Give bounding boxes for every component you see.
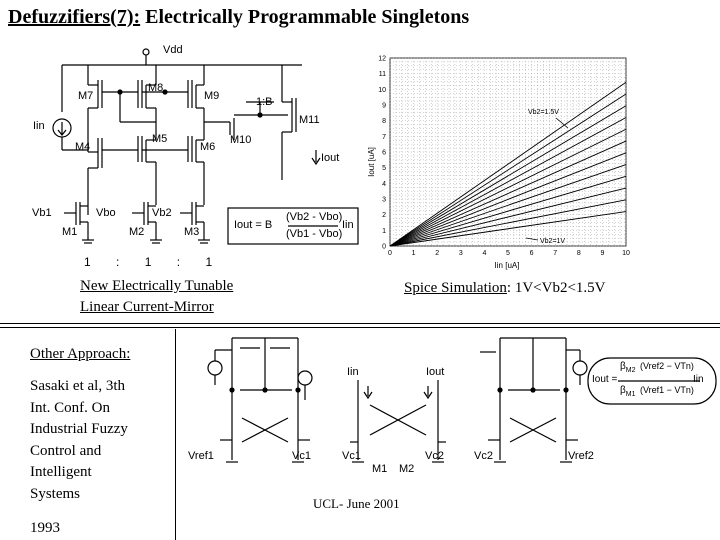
reference-line-4: Control and bbox=[30, 442, 102, 459]
label-ratio: 1:B bbox=[256, 96, 273, 108]
y-tick-label: 3 bbox=[382, 196, 386, 204]
label-m4: M4 bbox=[75, 141, 91, 153]
formula-lhs: Iout = B bbox=[234, 219, 273, 231]
x-tick-label: 0 bbox=[388, 250, 392, 257]
y-tick-label: 1 bbox=[382, 227, 386, 235]
formula-numerator: (Vb2 - Vbo) bbox=[286, 211, 343, 223]
reference-line-2: Int. Conf. On bbox=[30, 399, 110, 416]
other-approach-heading bbox=[30, 344, 130, 366]
label-vb2: Vb2 bbox=[152, 207, 172, 219]
label-m2: M2 bbox=[129, 226, 145, 238]
x-tick-label: 8 bbox=[576, 250, 581, 257]
label2-vref2: Vref2 bbox=[568, 450, 594, 462]
formula-denominator: (Vb1 - Vbo) bbox=[286, 228, 343, 240]
chart-grid bbox=[390, 58, 626, 246]
ratio-1c: 1 bbox=[205, 255, 213, 269]
y-tick-label: 9 bbox=[382, 102, 386, 110]
label-iout: Iout bbox=[321, 152, 340, 164]
beta-top-sub: M2 bbox=[625, 367, 636, 374]
formula2-beta-top bbox=[620, 361, 636, 374]
label2-vc2-b: Vc2 bbox=[474, 450, 493, 462]
y-tick-label: 11 bbox=[378, 71, 386, 79]
right-block bbox=[480, 338, 587, 462]
label2-vc2-a: Vc2 bbox=[425, 450, 444, 462]
label-vdd: Vdd bbox=[163, 44, 183, 56]
x-tick-label: 4 bbox=[482, 250, 487, 257]
beta-bottom-sub: M1 bbox=[625, 391, 636, 398]
ratio-sep-b: : bbox=[176, 255, 181, 269]
separator-top bbox=[0, 323, 720, 324]
label-vb1: Vb1 bbox=[32, 207, 52, 219]
y-tick-label: 2 bbox=[382, 212, 386, 220]
separator-bottom bbox=[0, 327, 720, 328]
reference-year: 1993 bbox=[30, 520, 60, 536]
label2-iout: Iout bbox=[426, 366, 445, 378]
x-tick-label: 1 bbox=[411, 250, 416, 257]
label-iin: Iin bbox=[33, 120, 45, 132]
y-tick-label: 5 bbox=[382, 165, 386, 173]
x-tick-label: 3 bbox=[458, 250, 463, 257]
caption-line-2: Linear Current-Mirror bbox=[80, 299, 214, 315]
x-tick-label: 2 bbox=[435, 250, 440, 257]
label2-m2: M2 bbox=[399, 463, 415, 475]
left-block bbox=[208, 338, 312, 462]
simulation-label: Spice Simulation bbox=[404, 280, 507, 296]
simulation-range: : 1V<Vb2<1.5V bbox=[506, 280, 606, 296]
label-m6: M6 bbox=[200, 141, 216, 153]
label-m11: M11 bbox=[299, 114, 320, 126]
formula2-rhs: Iin bbox=[693, 374, 704, 385]
ratio-bottom bbox=[84, 255, 212, 269]
label2-iin: Iin bbox=[347, 366, 359, 378]
page-title bbox=[8, 6, 469, 29]
ratio-1b: 1 bbox=[144, 255, 152, 269]
label-m7: M7 bbox=[78, 90, 94, 102]
formula2-den: (Vref1 − VTn) bbox=[640, 385, 694, 395]
label2-m1: M1 bbox=[372, 463, 388, 475]
label-m8: M8 bbox=[148, 82, 164, 94]
alternative-schematic bbox=[180, 330, 718, 480]
formula2-beta-bottom bbox=[620, 385, 636, 398]
label-m3: M3 bbox=[184, 226, 200, 238]
annotation-vb2-1v: Vb2=1V bbox=[540, 238, 566, 245]
reference-text bbox=[30, 376, 128, 505]
y-tick-label: 7 bbox=[382, 133, 386, 141]
chart-y-label: Iout [uA] bbox=[367, 147, 376, 177]
transistor-m5 bbox=[138, 136, 156, 205]
x-tick-label: 9 bbox=[600, 250, 605, 257]
circuit-caption bbox=[80, 276, 233, 318]
label-m10: M10 bbox=[230, 134, 252, 146]
title-prefix: Defuzzifiers(7): bbox=[8, 6, 141, 28]
spice-simulation-chart bbox=[368, 52, 636, 270]
reference-line-5: Intelligent bbox=[30, 464, 92, 480]
chart-x-label: Iin [uA] bbox=[494, 261, 520, 270]
label2-vc1-a: Vc1 bbox=[292, 450, 311, 462]
transistor-m9 bbox=[188, 80, 204, 122]
ratio-sep-a: : bbox=[116, 255, 120, 269]
beta-bottom-symbol: β bbox=[620, 385, 626, 396]
formula2-num: (Vref2 − VTn) bbox=[640, 361, 694, 371]
label-m1: M1 bbox=[62, 226, 78, 238]
footer-text: UCL- June 2001 bbox=[313, 496, 400, 511]
simulation-caption bbox=[404, 280, 606, 297]
chart-y-ticks bbox=[378, 56, 386, 251]
x-tick-label: 5 bbox=[506, 250, 510, 257]
y-tick-label: 6 bbox=[382, 149, 386, 157]
y-tick-label: 4 bbox=[382, 180, 386, 188]
vdd-terminal bbox=[143, 49, 149, 55]
title-rest: Electrically Programmable Singletons bbox=[140, 6, 470, 28]
reference-line-3: Industrial Fuzzy bbox=[30, 421, 128, 437]
beta-top-symbol: β bbox=[620, 361, 626, 372]
annotation-vb2-1-5v: Vb2=1.5V bbox=[528, 109, 559, 116]
heading-text: Other Approach: bbox=[30, 346, 131, 362]
label-m9: M9 bbox=[204, 90, 220, 102]
transistor-m1 bbox=[76, 202, 88, 240]
x-tick-label: 6 bbox=[529, 250, 534, 257]
label-m5: M5 bbox=[152, 133, 168, 145]
y-tick-label: 10 bbox=[378, 86, 386, 94]
y-tick-label: 12 bbox=[378, 55, 386, 63]
label2-vc1-b: Vc1 bbox=[342, 450, 361, 462]
transistor-m11 bbox=[282, 98, 296, 148]
formula2-lhs: Iout = bbox=[592, 374, 618, 385]
formula-rhs: Iin bbox=[342, 219, 354, 231]
reference-line-6: Systems bbox=[30, 485, 81, 502]
x-tick-label: 7 bbox=[553, 250, 558, 257]
sidebar-divider bbox=[175, 329, 176, 540]
ratio-1a: 1 bbox=[84, 255, 91, 269]
label-vbo: Vbo bbox=[96, 207, 116, 219]
y-tick-label: 0 bbox=[382, 243, 386, 251]
chart-x-ticks bbox=[388, 250, 630, 257]
x-tick-label: 10 bbox=[622, 250, 630, 257]
y-tick-label: 8 bbox=[382, 118, 386, 126]
reference-line-1: Sasaki et al, 3th bbox=[30, 378, 125, 394]
label2-vref1: Vref1 bbox=[188, 450, 214, 462]
caption-line-1: New Electrically Tunable bbox=[80, 278, 234, 294]
transistor-m6 bbox=[188, 122, 204, 205]
